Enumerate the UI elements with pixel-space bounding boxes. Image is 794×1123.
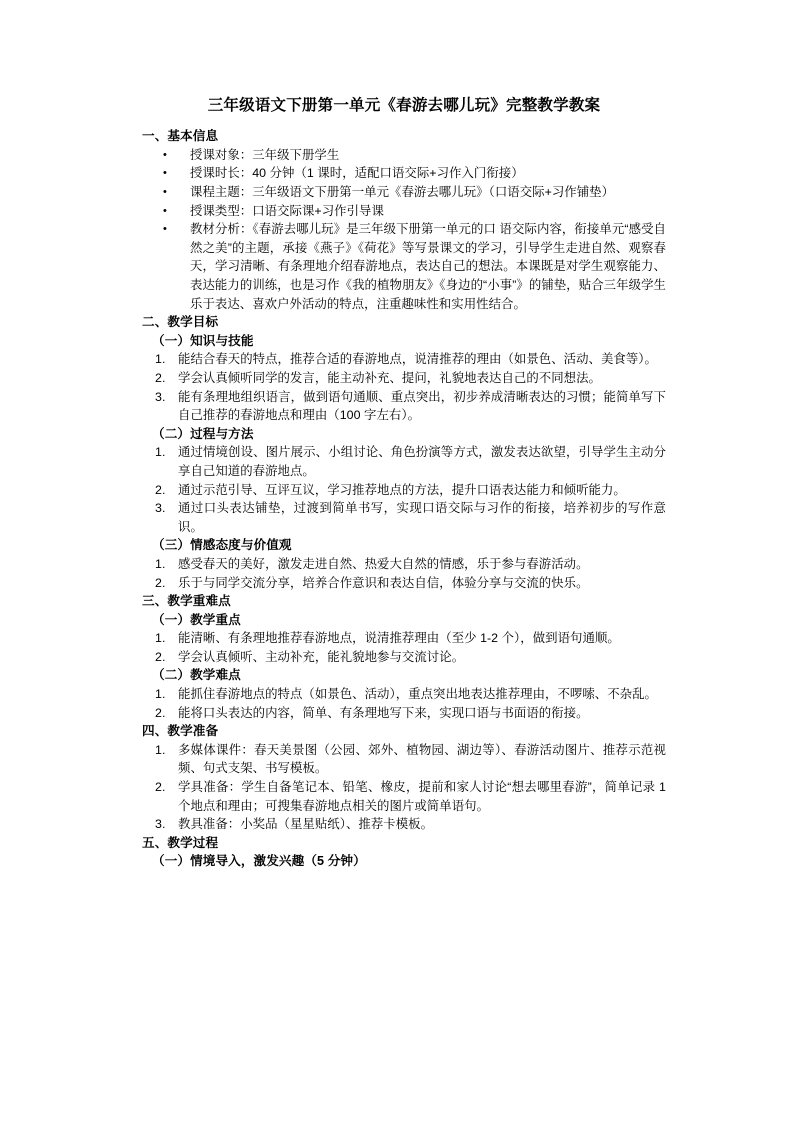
list-item: • 教材分析：《春游去哪儿玩》是三年级下册第一单元的口 语交际内容，衔接单元“感受自然之美”的主题，承接《燕子》《荷花》等写景课文的学习，引导学生走进自然、观察春天，学习清晰、有条理地介绍春游地点，表达自己的想法。本课既是对学生观察能力、表达能力的训练，也是习作《我的植物朋友》《身边的“小事”》的铺垫，贴合三年级学生乐于表达、喜欢户外活动的特点，注重趣味性和实用性结合。 — [142, 220, 666, 313]
subsection-heading: （一）教学重点 — [152, 612, 241, 627]
subsection-heading: （三）情感态度与价值观 — [152, 538, 292, 553]
subsection-heading: （二）过程与方法 — [152, 426, 254, 441]
subsection-heading: （一）知识与技能 — [152, 333, 254, 348]
list-item: 能抓住春游地点的特点（如景色、活动），重点突出地表达推荐理由，不啰嗦、不杂乱。 — [178, 687, 657, 702]
list-item: 学会认真倾听同学的发言，能主动补充、提问，礼貌地表达自己的不同想法。 — [178, 370, 601, 385]
subsection-heading: （一）情境导入，激发兴趣（5 分钟） — [152, 854, 366, 869]
emotion-attitude-list — [142, 555, 666, 592]
difficult-points-list — [142, 685, 666, 722]
section-teaching-preparation — [142, 722, 666, 834]
list-item: 通过口头表达铺垫，过渡到简单书写，实现口语交际与习作的衔接，培养初步的写作意识。 — [178, 501, 666, 534]
preparation-list — [142, 741, 666, 834]
list-item: 能将口头表达的内容，简单、有条理地写下来，实现口语与书面语的衔接。 — [178, 705, 589, 720]
document-body — [142, 94, 666, 871]
section-heading: 二、教学目标 — [142, 315, 219, 330]
list-item: 能结合春天的特点，推荐合适的春游地点，说清推荐的理由（如景色、活动、美食等）。 — [178, 352, 657, 367]
list-item: • 课程主题：三年级语文下册第一单元《春游去哪儿玩》（口语交际+习作铺垫） — [142, 183, 666, 202]
section-basic-info — [142, 127, 666, 313]
list-item: • 授课对象：三年级下册学生 — [142, 146, 666, 165]
section-heading: 一、基本信息 — [142, 129, 219, 144]
page-title: 三年级语文下册第一单元《春游去哪儿玩》完整教学教案 — [207, 97, 601, 114]
section-key-difficulties — [142, 592, 666, 722]
section-teaching-objectives — [142, 313, 666, 592]
section-teaching-process — [142, 834, 666, 871]
list-item: 学会认真倾听、主动补充，能礼貌地参与交流讨论。 — [178, 649, 465, 664]
subsection-heading: （二）教学难点 — [152, 668, 241, 683]
list-item: 能清晰、有条理地推荐春游地点，说清推荐理由（至少 1-2 个），做到语句通顺。 — [178, 631, 620, 646]
basic-info-list — [142, 146, 666, 313]
process-methods-list — [142, 443, 666, 536]
list-item: 通过情境创设、图片展示、小组讨论、角色扮演等方式，激发表达欲望，引导学生主动分享自己知道的春游地点。 — [178, 445, 666, 478]
section-heading: 四、教学准备 — [142, 724, 219, 739]
section-heading: 三、教学重难点 — [142, 594, 231, 609]
list-item: 教具准备：小奖品（星星贴纸）、推荐卡模板。 — [178, 817, 434, 832]
list-item: 学具准备：学生自备笔记本、铅笔、橡皮，提前和家人讨论“想去哪里春游”，简单记录 1 个地点和理由；可搜集春游地点相关的图片或简单语句。 — [178, 780, 666, 813]
knowledge-skills-list — [142, 350, 666, 424]
list-item: 感受春天的美好，激发走进自然、热爱大自然的情感，乐于参与春游活动。 — [178, 556, 589, 571]
section-heading: 五、教学过程 — [142, 835, 219, 850]
list-item: • 授课类型：口语交际课+习作引导课 — [142, 202, 666, 221]
list-item: 能有条理地组织语言，做到语句通顺、重点突出，初步养成清晰表达的习惯；能简单写下自己推荐的春游地点和理由（100 字左右）。 — [178, 389, 666, 423]
list-item: • 授课时长：40 分钟（1 课时，适配口语交际+习作入门衔接） — [142, 164, 666, 183]
list-item: 通过示范引导、互评互议，学习推荐地点的方法，提升口语表达能力和倾听能力。 — [178, 482, 626, 497]
list-item: 乐于与同学交流分享，培养合作意识和表达自信，体验分享与交流的快乐。 — [178, 575, 589, 590]
list-item: 多媒体课件：春天美景图（公园、郊外、植物园、湖边等）、春游活动图片、推荐示范视频、句式支架、书写模板。 — [178, 742, 666, 776]
key-points-list — [142, 629, 666, 666]
